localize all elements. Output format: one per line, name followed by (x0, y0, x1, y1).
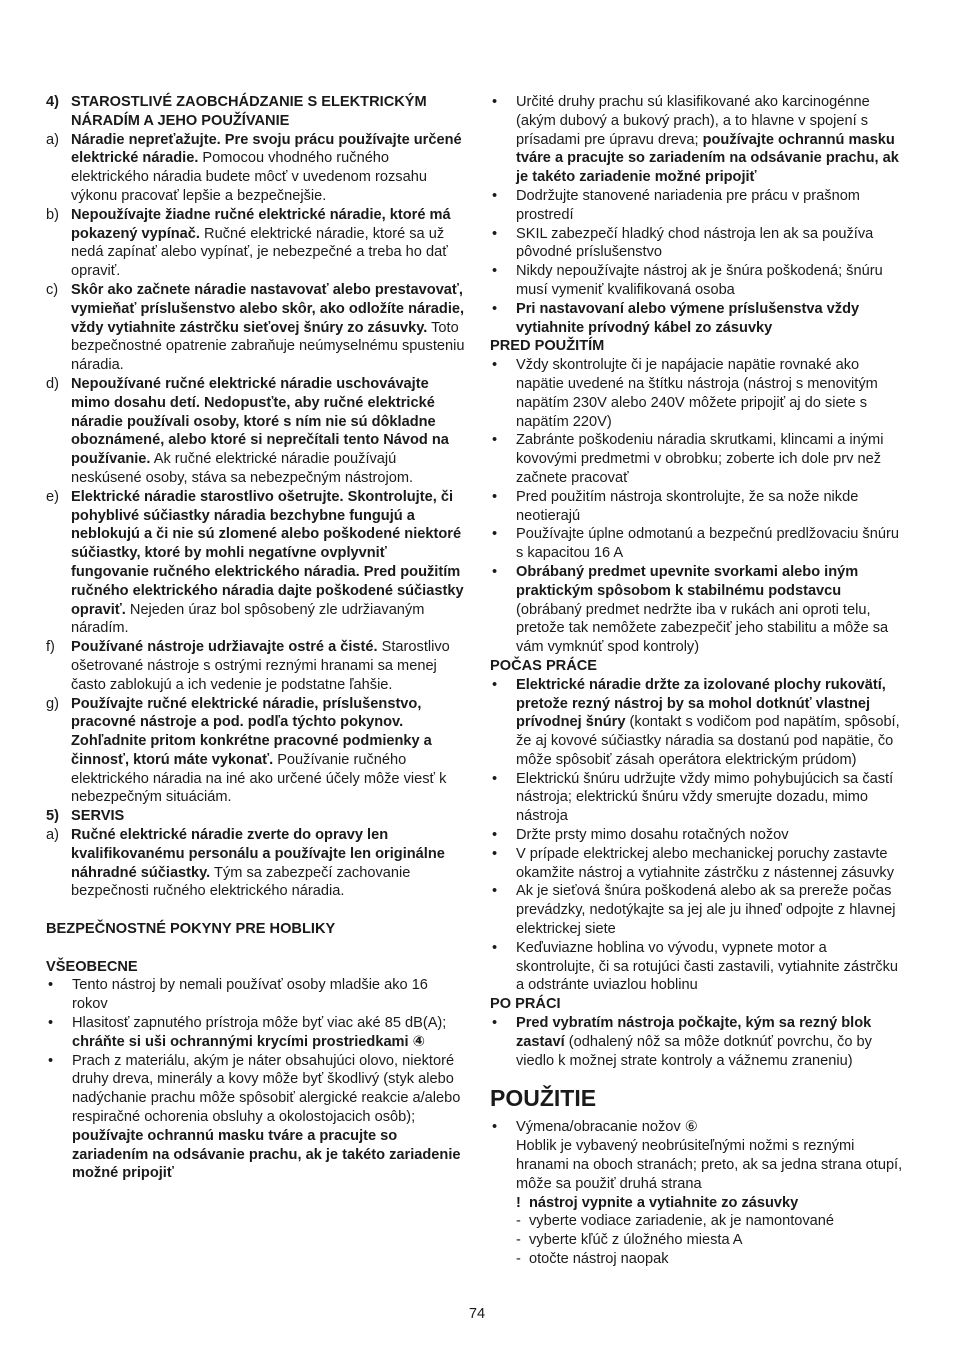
bullet-text (516, 563, 908, 657)
list-item-label: f) (46, 639, 55, 656)
bullet-normal: Elektrickú šnúru udržujte vždy mimo pohybujúcich sa častí nástroja; elektrickú šnúru vždy smerujte dozadu, mimo nástroja (516, 770, 894, 825)
after-bullets (490, 1014, 908, 1070)
bullet-text (516, 882, 908, 938)
section-4-list (46, 131, 466, 808)
bullet-item (490, 300, 908, 338)
bullet-item (46, 1052, 466, 1184)
bullet-text (516, 488, 908, 526)
bullet-mark: • (492, 488, 498, 505)
dash-mark: - (516, 1251, 521, 1268)
left-column (46, 93, 466, 1183)
list-item-label: g) (46, 695, 59, 712)
bullet-normal: Držte prsty mimo dosahu rotačných nožov (516, 827, 789, 844)
bullet-text (516, 770, 908, 826)
bullet-mark: • (492, 563, 498, 580)
section-4-heading: 4) STAROSTLIVÉ ZAOBCHÁDZANIE S ELEKTRICKÝM NÁRADÍM A JEHO POUŽÍVANIE (46, 94, 427, 129)
warning-mark: ! (516, 1194, 521, 1211)
list-item-text (71, 695, 466, 808)
bullet-text (516, 225, 908, 263)
bullet-normal: (kontakt s vodičom pod napätím, spôsobí, že aj kovové súčiastky náradia sa dostanú pod napätie, čo môže spôsobiť zásah operátora elektrickým prúdom) (516, 714, 900, 768)
warning-line (516, 1194, 908, 1213)
bullet-mark: • (492, 845, 498, 862)
dash-text: vyberte kľúč z úložného miesta A (529, 1232, 743, 1249)
bullet-item (490, 262, 908, 300)
list-item-normal: Ak ručné elektrické náradie používajú neskúsené osoby, stáva sa nebezpečným nástrojom. (71, 451, 414, 486)
bullet-normal: Keďuviazne hoblina vo vývodu, vypnete motor a skontrolujte, či sa rotujúci časti zastavili, vytiahnite zástrčku a odstránte uviazlou hoblinu (516, 939, 899, 994)
bullet-mark: • (492, 432, 498, 449)
list-item-label: a) (46, 131, 59, 148)
list-item-text (71, 375, 466, 488)
list-item-label: a) (46, 827, 59, 844)
bullet-bold: chráňte si uši ochrannými krycími prostriedkami ④ (72, 1033, 426, 1050)
section-title-use: POUŽITIE (490, 1085, 597, 1112)
bullet-normal: Používajte úplne odmotanú a bezpečnú predlžovaciu šnúru s kapacitou 16 A (516, 526, 899, 562)
dash-text: otočte nástroj naopak (529, 1251, 669, 1268)
bullet-mark: • (492, 187, 498, 204)
list-item (46, 375, 466, 488)
bullet-mark: • (492, 263, 498, 280)
list-item-label: d) (46, 375, 59, 392)
list-item-normal: Ručné elektrické náradie, ktoré sa už nedá zapínať alebo vypínať, je nebezpečné a treba ho dať opraviť. (71, 225, 448, 280)
bullet-normal: Dodržujte stanovené nariadenia pre prácu v prašnom prostredí (516, 187, 860, 223)
bullet-mark: • (492, 1015, 498, 1032)
bullet-item (46, 1014, 466, 1052)
bullet-normal: Ak je sieťová šnúra poškodená alebo ak sa prereže počas prevádzky, nedotýkajte sa jej ale ju ihneď odpojte z hlavnej elektrickej siete (516, 883, 896, 938)
bullet-bold: Pri nastavovaní alebo výmene príslušenstva vždy vytiahnite prívodný kábel zo zásuvky (516, 300, 860, 336)
dash-text: vyberte vodiace zariadenie, ak je namontované (529, 1213, 835, 1230)
bullet-item (490, 770, 908, 826)
list-item-label: b) (46, 206, 59, 223)
list-item-text (71, 826, 466, 901)
bullet-normal: Určité druhy prachu sú klasifikované ako karcinogénne (akým dubový a bukový prach), a to hlavne v spojení s prísadami pre úpravu dreva; (516, 94, 870, 148)
bullet-normal: V prípade elektrickej alebo mechanickej poruchy zastavte okamžite nástroj a vytiahnite zástrčku z nástennej zásuvky (516, 845, 894, 881)
list-item-text (71, 131, 466, 206)
bullet-normal: SKIL zabezpečí hladký chod nástroja len ak sa používa pôvodné príslušenstvo (516, 225, 874, 261)
use-bullet-paragraph: Hoblik je vybavený neobrúsiteľnými nožmi s reznými hranami na oboch stranách; preto, ak sa jedna strana otupí, môže sa použiť druhá strana (516, 1138, 903, 1192)
list-item-normal: Pomocou vhodného ručného elektrického náradia budete môcť v uvedenom rozsahu výkonu pracovať lepšie a bezpečnejšie. (71, 150, 427, 204)
list-item-normal: Starostlivo ošetrované nástroje s ostrými reznými hranami sa menej často zablokujú a ich vedenie je podstatne ľahšie. (71, 639, 450, 693)
list-item (46, 826, 466, 901)
list-item-label: c) (46, 281, 59, 298)
bullet-text (516, 93, 908, 187)
bullet-text (516, 187, 908, 225)
top-bullets (490, 93, 908, 337)
bullet-mark: • (492, 939, 498, 956)
dash-item (516, 1250, 908, 1269)
bullet-mark: • (492, 94, 498, 110)
dash-mark: - (516, 1232, 521, 1249)
list-item-bold: Ručné elektrické náradie zverte do opravy len kvalifikovanému personálu a používajte len originálne náhradné súčiastky. (71, 827, 445, 881)
bullet-item (490, 93, 908, 187)
bullet-normal: Zabránte poškodeniu náradia skrutkami, klincami a inými kovovými predmetmi v obrobku; zoberte ich dole prv než začnete pracovať (516, 432, 884, 486)
bullet-item (490, 225, 908, 263)
bullet-item (490, 488, 908, 526)
bullet-item (490, 845, 908, 883)
bullet-item (490, 1014, 908, 1070)
bullet-mark: • (492, 676, 498, 693)
bullet-normal: Tento nástroj by nemali používať osoby mladšie ako 16 rokov (72, 977, 428, 1013)
bullet-mark: • (492, 225, 498, 242)
page-number: 74 (468, 1306, 486, 1322)
bullet-bold: Elektrické náradie držte za izolované plochy rukovätí, pretože rezný nástroj by sa mohol dotknúť vlastnej prívodnej šnúry (516, 676, 886, 731)
list-item-bold: Náradie nepreťažujte. Pre svoju prácu používajte určené elektrické náradie. (71, 131, 462, 167)
section-5-heading: 5) SERVIS (46, 808, 125, 825)
heading-before-use: PRED POUŽITÍM (490, 338, 605, 355)
bullet-normal: (obrábaný predmet nedržte iba v rukách ani oproti telu, pretože tak nemôžete zabezpečiť jeho stabilitu a môže sa vám vymknúť spod kontroly) (516, 601, 889, 656)
bullet-text (516, 525, 908, 563)
bullet-mark: • (492, 357, 498, 374)
list-item (46, 488, 466, 638)
dash-mark: - (516, 1213, 521, 1230)
dash-item (516, 1212, 908, 1231)
bullet-mark: • (492, 300, 498, 317)
bullet-normal: Pred použitím nástroja skontrolujte, že sa nože nikde neotierajú (516, 488, 859, 524)
bullet-normal: Vždy skontrolujte či je napájacie napätie rovnaké ako napätie uvedené na štítku nástroja (nástroj s menovitým napätím 230V alebo 240V môžete pripojiť aj do siete s napätím 220V) (516, 357, 878, 430)
during-bullets (490, 676, 908, 996)
list-item-normal: Používanie ručného elektrického náradia na iné ako určené účely môže viesť k nebezpečným situáciám. (71, 751, 447, 806)
bullet-text (72, 1014, 466, 1052)
bullet-bold: používajte ochrannú masku tváre a pracujte so zariadením na odsávanie prachu, ak je takéto zariadenie možné pripojiť (72, 1127, 461, 1182)
bullet-normal: Nikdy nepoužívajte nástroj ak je šnúra poškodená; šnúru musí vymeniť kvalifikovaná osoba (516, 263, 883, 298)
bullet-bold: Obrábaný predmet upevnite svorkami alebo iným praktickým spôsobom k stabilnému podstavcu (516, 563, 859, 599)
list-item-normal: Nejeden úraz bol spôsobený zle udržiavaným náradím. (71, 601, 425, 637)
bullet-item (490, 356, 908, 431)
list-item-normal: Tým sa zabezpečí zachovanie bezpečnosti ručného elektrického náradia. (71, 864, 411, 900)
bullet-item (490, 826, 908, 845)
bullet-item (46, 976, 466, 1014)
section-5-list (46, 826, 466, 901)
dash-item (516, 1231, 908, 1250)
before-bullets (490, 356, 908, 657)
list-item (46, 206, 466, 281)
list-item (46, 281, 466, 375)
bullet-text (516, 431, 908, 487)
heading-after-work: PO PRÁCI (490, 996, 561, 1013)
bullet-text (516, 262, 908, 300)
bullet-text (516, 300, 908, 338)
list-item-bold: Elektrické náradie starostlivo ošetrujte. Skontrolujte, či pohyblivé súčiastky náradia bezchybne fungujú a neblokujú a či nie sú zlomené alebo poškodené niektoré súčiastky, ktoré by mohli negatívne ovplyvniť fungovanie ručného elektrického náradia. Pred použitím ručného elektrického náradia dajte poškodené súčiastky opraviť. (71, 488, 464, 618)
bullet-text (72, 1052, 466, 1184)
bullet-text (516, 1014, 908, 1070)
heading-during-work: POČAS PRÁCE (490, 657, 598, 674)
heading-safety: BEZPEČNOSTNÉ POKYNY PRE HOBLIKY (46, 921, 336, 938)
list-item-text (71, 281, 466, 375)
bullet-normal: (odhalený nôž sa môže dotknúť povrchu, čo by viedlo k možnej strate kontroly a vážnemu zraneniu) (516, 1033, 872, 1069)
bullet-normal: Hlasitosť zapnutého prístroja môže byť viac aké 85 dB(A); (72, 1015, 447, 1032)
list-item-text (71, 206, 466, 281)
list-item-normal: Toto bezpečnostné opatrenie zabraňuje neúmyselnému spusteniu náradia. (71, 319, 465, 374)
bullet-bold: Pred vybratím nástroja počkajte, kým sa rezný blok zastaví (516, 1015, 872, 1050)
list-item (46, 131, 466, 206)
bullet-text (72, 976, 466, 1014)
bullet-bold: používajte ochrannú masku tváre a pracujte so zariadením na odsávanie prachu, ak je takéto zariadenie možné pripojiť (516, 131, 899, 186)
bullet-mark: • (48, 1015, 54, 1032)
list-item-label: e) (46, 488, 59, 505)
bullet-mark: • (492, 770, 498, 787)
list-item-bold: Nepoužívajte žiadne ručné elektrické náradie, ktoré má pokazený vypínač. (71, 206, 451, 242)
bullet-mark: • (48, 1052, 54, 1069)
bullet-mark: • (492, 827, 498, 844)
bullet-mark: • (48, 977, 54, 994)
bullet-mark: • (492, 883, 498, 900)
list-item-bold: Používajte ručné elektrické náradie, príslušenstvo, pracovné nástroje a pod. podľa týchto pokynov. Zohľadnite pritom konkrétne pracovné podmienky a činnosť, ktorú máte vykonať. (71, 695, 432, 768)
list-item (46, 695, 466, 808)
bullet-text (516, 356, 908, 431)
bullet-mark: • (492, 526, 498, 543)
bullet-item (490, 939, 908, 995)
bullet-item (490, 882, 908, 938)
list-item-text (71, 488, 466, 638)
list-item-bold: Nepoužívané ručné elektrické náradie uschovávajte mimo dosahu detí. Nedopusťte, aby ručné elektrické náradie používali osoby, ktoré s ním nie sú dôkladne oboznámené, alebo ktoré si neprečítali tento Návod na používanie. (71, 375, 449, 468)
bullet-item (490, 431, 908, 487)
bullet-item (490, 676, 908, 770)
list-item-text (71, 638, 466, 694)
list-item-bold: Používané nástroje udržiavajte ostré a čisté. (71, 639, 378, 656)
use-bullet-title: Výmena/obracanie nožov ⑥ (516, 1119, 698, 1136)
bullet-text (516, 676, 908, 770)
bullet-item (490, 187, 908, 225)
heading-general: VŠEOBECNE (46, 958, 138, 975)
use-bullet: • Výmena/obracanie nožov ⑥ Hoblik je vybavený neobrúsiteľnými nožmi s reznými hranami na oboch stranách; preto, ak sa jedna strana otupí, môže sa použiť druhá strana (492, 1119, 903, 1192)
bullet-item (490, 525, 908, 563)
bullet-normal: Prach z materiálu, akým je náter obsahujúci olovo, niektoré druhy dreva, minerály a kovy môže byť škodlivý (styk alebo nadýchanie prachu môže spôsobiť alergické reakcie a/alebo respiračné ochorenia obsluhy a okolostojacich osôb); (72, 1052, 461, 1126)
right-column (490, 93, 908, 1269)
bullet-text (516, 826, 908, 845)
bullet-text (516, 845, 908, 883)
list-item (46, 638, 466, 694)
general-bullets (46, 976, 466, 1183)
dash-list (516, 1212, 908, 1268)
bullet-text (516, 939, 908, 995)
bullet-item (490, 563, 908, 657)
list-item-bold: Skôr ako začnete náradie nastavovať alebo prestavovať, vymieňať príslušenstvo alebo skôr, ako odložíte náradie, vždy vytiahnite zástrčku sieťovej šnúry zo zásuvky. (71, 281, 465, 336)
warning-text: nástroj vypnite a vytiahnite zo zásuvky (529, 1194, 799, 1211)
